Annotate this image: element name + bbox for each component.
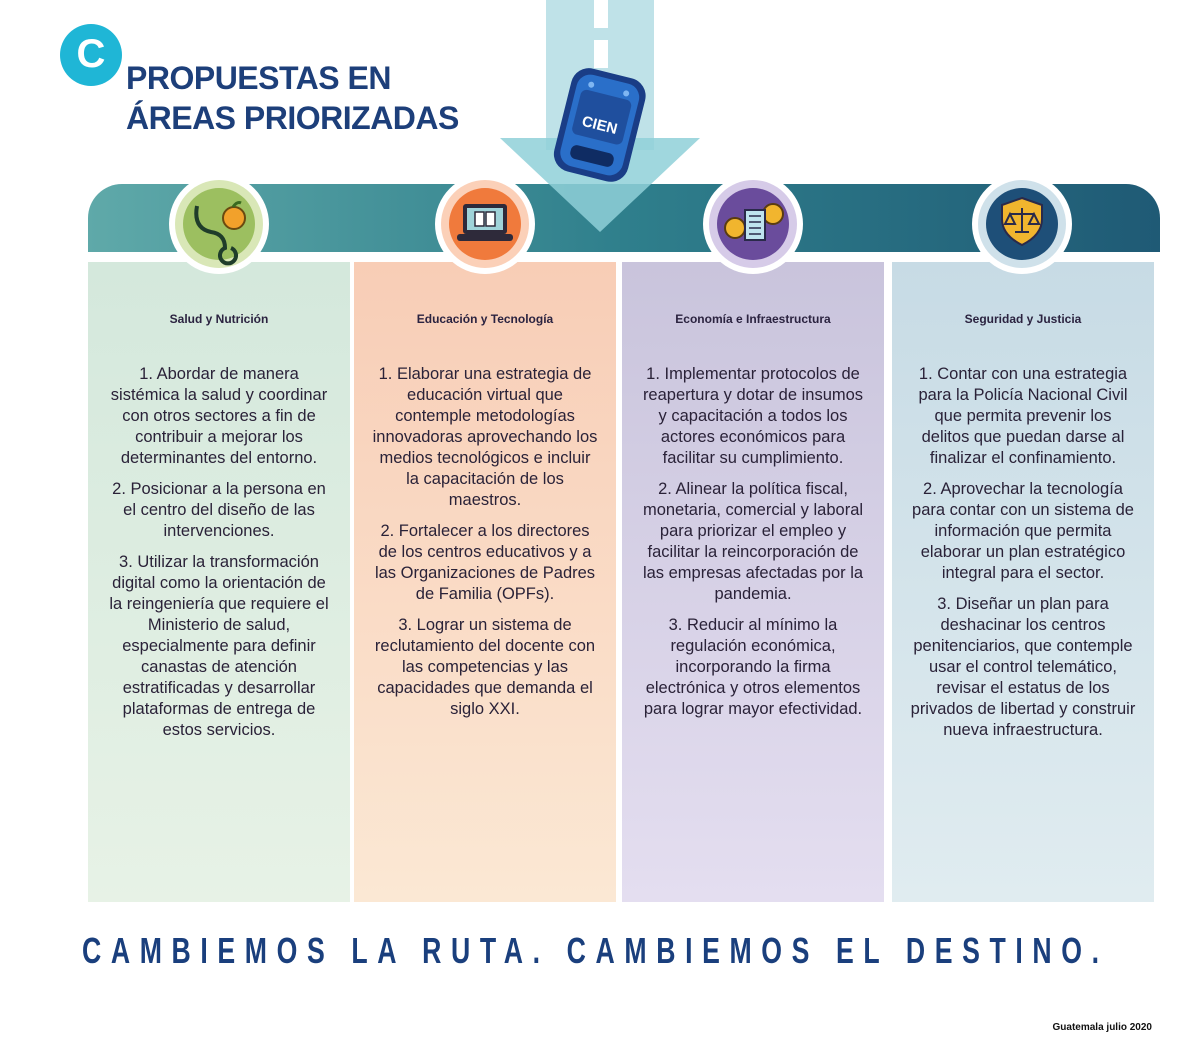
- column-economia-infraestructura: [622, 262, 884, 902]
- column-body: [372, 364, 598, 730]
- column-body: [106, 364, 332, 751]
- list-item: 3. Reducir al mínimo la regulación económica, incorporando la firma electrónica y otros elementos para lograr mayor efectividad.: [643, 616, 863, 718]
- column-title: Economía e Infraestructura: [675, 312, 831, 326]
- title-line-2: ÁREAS PRIORIZADAS: [126, 100, 459, 136]
- laptop-book-icon: [433, 172, 537, 276]
- column-title: Educación y Tecnología: [416, 312, 554, 326]
- list-item: 2. Fortalecer a los directores de los centros educativos y a las Organizaciones de Padres de Familia (OPFs).: [374, 522, 596, 603]
- column-body: [910, 364, 1136, 751]
- list-item: 3. Utilizar la transformación digital como la orientación de la reingeniería que requiere el Ministerio de salud, especialmente para definir canastas de atención estratificadas y desarrollar plataformas de entrega de estos servicios.: [109, 553, 329, 739]
- list-item: 3. Lograr un sistema de reclutamiento del docente con las competencias y las capacidades que demanda el siglo XXI.: [374, 616, 596, 718]
- column-body: [640, 364, 866, 730]
- column-seguridad-justicia: [892, 262, 1154, 902]
- list-item: 1. Elaborar una estrategia de educación virtual que contemple metodologías innovadoras aprovechando los medios tecnológicos e incluir la capacitación de los maestros.: [372, 365, 598, 509]
- list-item: 2. Aprovechar la tecnología para contar con un sistema de información que permita elaborar un plan estratégico integral para el sector.: [912, 480, 1134, 582]
- page-title: [126, 58, 459, 138]
- cien-logo-text: CIEN: [580, 112, 620, 139]
- list-item: 3. Diseñar un plan para deshacinar los centros penitenciarios, que contemple usar el control telemático, revisar el estatus de los privados de libertad y construir nueva infraestructura.: [910, 595, 1136, 739]
- stethoscope-fruit-icon: [167, 172, 271, 276]
- list-item: 2. Alinear la política fiscal, monetaria, comercial y laboral para priorizar el empleo y facilitar la reincorporación de las empresas afectadas por la pandemia.: [642, 480, 864, 603]
- column-salud-nutricion: [88, 262, 350, 902]
- shield-scales-icon: [970, 172, 1074, 276]
- list-item: 1. Implementar protocolos de reapertura y dotar de insumos y capacitación a todos los actores económicos para facilitar su cumplimiento.: [642, 365, 864, 467]
- footer-date: Guatemala julio 2020: [1052, 1022, 1152, 1033]
- column-title: Salud y Nutrición: [169, 312, 269, 326]
- list-item: 2. Posicionar a la persona en el centro del diseño de las intervenciones.: [112, 480, 326, 540]
- section-badge: C: [60, 24, 122, 86]
- title-line-1: PROPUESTAS EN: [126, 60, 391, 96]
- column-title: Seguridad y Justicia: [964, 312, 1082, 326]
- list-item: 1. Abordar de manera sistémica la salud y coordinar con otros sectores a fin de contribuir a mejorar los determinantes del entorno.: [110, 365, 328, 467]
- cien-logo-icon: [548, 64, 652, 184]
- slogan: CAMBIEMOS LA RUTA. CAMBIEMOS EL DESTINO.: [82, 930, 1109, 971]
- coins-building-icon: [701, 172, 805, 276]
- list-item: 1. Contar con una estrategia para la Policía Nacional Civil que permita prevenir los delitos que puedan darse al finalizar el confinamiento.: [918, 365, 1128, 467]
- column-educacion-tecnologia: [354, 262, 616, 902]
